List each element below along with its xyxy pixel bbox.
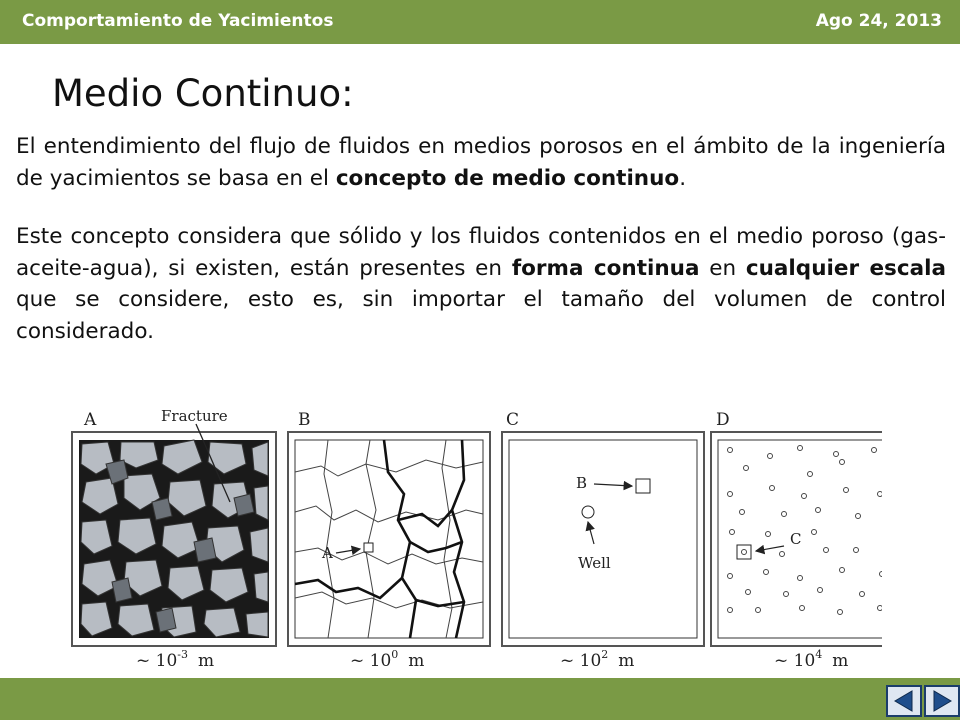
well-symbol: [582, 506, 594, 518]
footer-bar: [0, 678, 960, 720]
paragraph-2-bold-2: cualquier escala: [745, 255, 946, 281]
point-c-label: C: [790, 530, 802, 548]
paragraph-2-text: Este concepto considera que sólido y los fluidos contenidos en el medio poroso (gas-aceite-agua), si existen, están presentes en: [16, 224, 946, 281]
paragraph-2-bold-1: forma continua: [511, 255, 700, 281]
paragraph-1-bold: concepto de medio continuo: [335, 165, 680, 191]
scale-d: ~ $10^4$ m: [774, 648, 849, 671]
panel-c: [502, 410, 704, 646]
panel-d: [711, 410, 882, 646]
slide-body: [16, 131, 946, 347]
previous-slide-button[interactable]: [886, 685, 922, 717]
well-label: Well: [578, 554, 611, 572]
point-b-label: B: [576, 474, 588, 492]
point-a-label: A: [322, 544, 333, 562]
scale-b: ~ $10^0$ m: [350, 648, 425, 671]
paragraph-2: [16, 221, 946, 347]
panel-a: [72, 407, 276, 646]
control-volume-a: [364, 543, 373, 552]
paragraph-1-end: .: [679, 165, 687, 191]
fracture-label: Fracture: [161, 407, 228, 425]
paragraph-2-text-2: en: [699, 255, 746, 281]
control-volume-b: [636, 479, 650, 493]
triangle-left-icon: [888, 687, 920, 715]
paragraph-1-text: El entendimiento del flujo de fluidos en medios porosos en el ámbito de la ingeniería de yacimientos se basa en el: [16, 134, 946, 191]
paragraph-2-end: que se considere, esto es, sin importar el tamaño del volumen de control considerado.: [16, 287, 946, 344]
panel-c-label: C: [506, 410, 520, 430]
next-slide-button[interactable]: [924, 685, 960, 717]
panel-b: [288, 410, 490, 646]
scale-a: ~ $10^{-3}$ m: [136, 648, 215, 671]
panel-d-label: D: [716, 410, 730, 430]
scale-figure: [66, 402, 882, 676]
panel-b-label: B: [298, 410, 311, 430]
triangle-right-icon: [926, 687, 958, 715]
paragraph-1: [16, 131, 946, 194]
header-bar: [0, 0, 960, 44]
course-title: Comportamiento de Yacimientos: [22, 11, 334, 31]
scale-c: ~ $10^2$ m: [560, 648, 635, 671]
scale-labels: [136, 648, 848, 671]
slide-date: Ago 24, 2013: [815, 11, 942, 31]
panel-a-label: A: [84, 410, 97, 430]
slide-title: Medio Continuo:: [52, 72, 354, 115]
